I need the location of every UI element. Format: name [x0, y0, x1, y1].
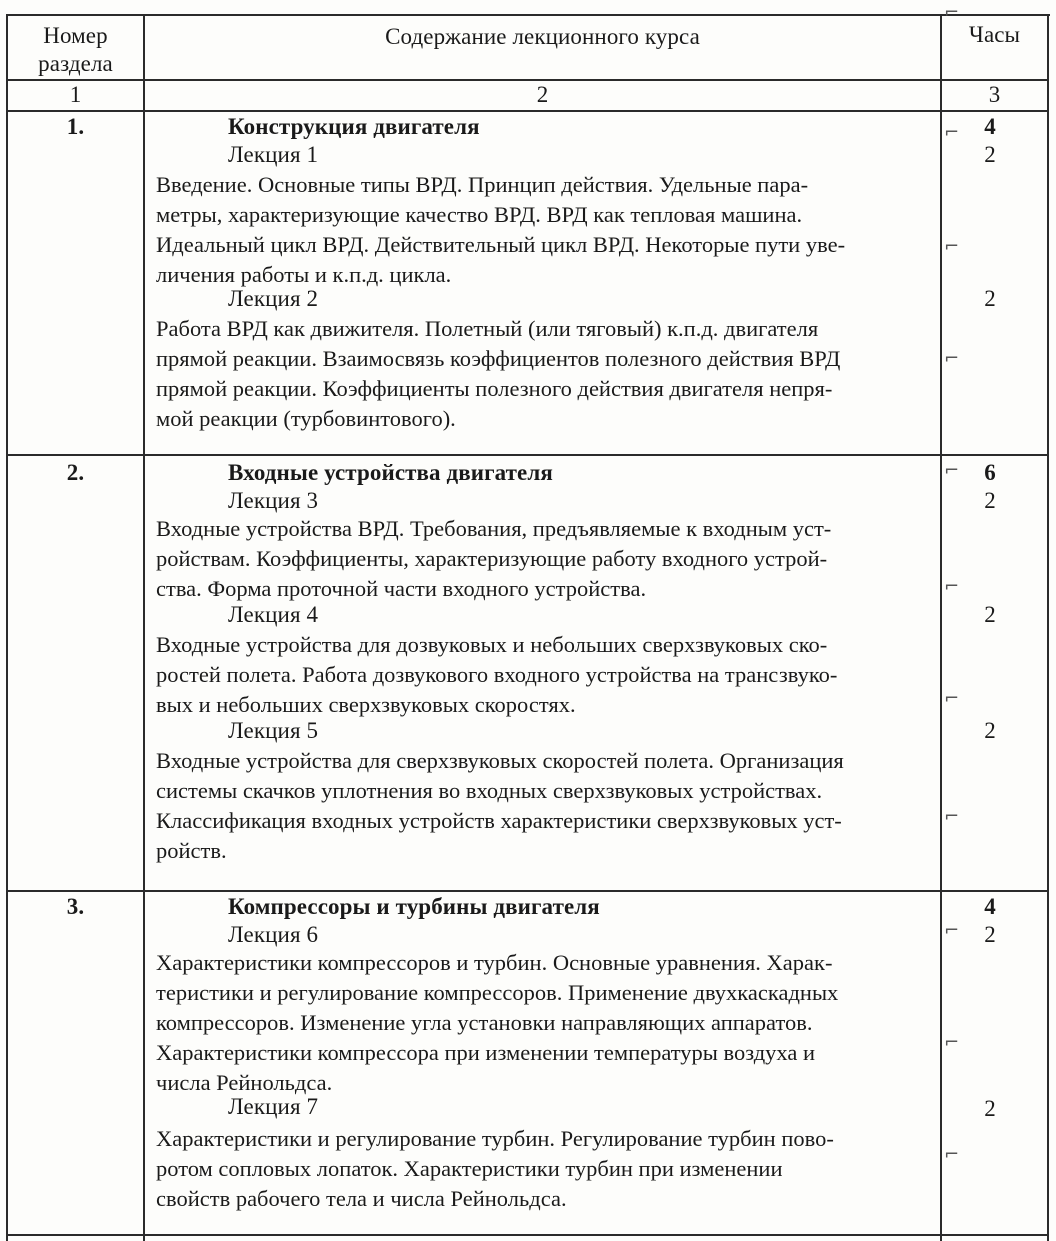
lecture-hours: 2: [984, 602, 996, 627]
section-total-hours: 4: [984, 894, 996, 919]
pen-tick-mark: ⌐: [944, 688, 960, 709]
lecture-hours: 2: [984, 286, 996, 311]
section-total-hours: 6: [984, 460, 996, 485]
table-left-border: [6, 14, 8, 1241]
lecture-text: Работа ВРД как движителя. Полетный (или тяговый) к.п.д. двигателя прямой реакции. Взаимосвязь коэффициентов полезного действия ВРД прямой реакции. Коэффициенты полезного действия двигателя непря- мой реакции (турбовинтового).: [156, 316, 841, 431]
lecture-text: Введение. Основные типы ВРД. Принцип действия. Удельные пара- метры, характеризующие качество ВРД. ВРД как тепловая машина. Идеальный цикл ВРД. Действительный цикл ВРД. Некоторые пути уве- личения работы и к.п.д. цикла.: [156, 172, 846, 287]
numbering-row-bottom-border: [6, 110, 1049, 112]
pen-tick-mark: ⌐: [944, 576, 960, 597]
section-number: 2.: [66, 460, 85, 485]
lecture-text: Входные устройства для дозвуковых и небольших сверхзвуковых ско- ростей полета. Работа дозвукового входного устройства на трансзвуко- вых и небольших сверхзвуковых скоростях.: [156, 632, 838, 717]
lecture-hours: 2: [984, 922, 996, 947]
lecture-hours: 2: [984, 718, 996, 743]
lecture-hours: 2: [984, 1096, 996, 1121]
lecture-label: Лекция 1: [228, 142, 319, 167]
pen-tick-mark: ⌐: [944, 2, 960, 23]
lecture-label: Лекция 6: [228, 922, 319, 947]
lecture-label: Лекция 2: [228, 286, 319, 311]
lecture-label: Лекция 7: [228, 1094, 319, 1119]
column-number-3: 3: [988, 82, 1001, 107]
column-divider-1: [143, 14, 145, 1241]
pen-tick-mark: ⌐: [944, 1032, 960, 1053]
section-3-bottom-border: [6, 1234, 1049, 1236]
header-section-number: Номер раздела: [38, 23, 113, 76]
pen-tick-mark: ⌐: [944, 460, 960, 481]
section-number: 1.: [66, 114, 85, 139]
lecture-text: Характеристики компрессоров и турбин. Основные уравнения. Харак- теристики и регулирование компрессоров. Применение двухкаскадных компрессоров. Изменение угла установки направляющих аппаратов. Характеристики компрессора при изменении температуры воздуха и числа Рейнольдса.: [156, 950, 839, 1095]
header-hours: Часы: [968, 22, 1021, 47]
section-total-hours: 4: [984, 114, 996, 139]
pen-tick-mark: ⌐: [944, 806, 960, 827]
pen-tick-mark: ⌐: [944, 920, 960, 941]
section-1-bottom-border: [6, 454, 1049, 456]
section-title: Конструкция двигателя: [228, 114, 480, 139]
table-top-border: [6, 14, 1050, 16]
lecture-hours: 2: [984, 488, 996, 513]
pen-tick-mark: ⌐: [944, 1144, 960, 1165]
lecture-text: Характеристики и регулирование турбин. Регулирование турбин пово- ротом сопловых лопаток. Характеристики турбин при изменении свойств рабочего тела и числа Рейнольдса.: [156, 1126, 834, 1211]
lecture-label: Лекция 3: [228, 488, 319, 513]
pen-tick-mark: ⌐: [944, 348, 960, 369]
column-divider-2: [940, 14, 942, 1241]
lecture-text: Входные устройства для сверхзвуковых скоростей полета. Организация системы скачков уплотнения во входных сверхзвуковых устройствах. Классификация входных устройств характеристики сверхзвуковых уст- ройств.: [156, 748, 844, 863]
column-number-1: 1: [69, 82, 82, 107]
pen-tick-mark: ⌐: [944, 122, 960, 143]
section-title: Компрессоры и турбины двигателя: [228, 894, 600, 919]
lecture-label: Лекция 4: [228, 602, 319, 627]
lecture-hours: 2: [984, 142, 996, 167]
lecture-label: Лекция 5: [228, 718, 319, 743]
section-number: 3.: [66, 894, 85, 919]
pen-tick-mark: ⌐: [944, 236, 960, 257]
section-title: Входные устройства двигателя: [228, 460, 553, 485]
table-right-border: [1047, 14, 1049, 1241]
lecture-text: Входные устройства ВРД. Требования, предъявляемые к входным уст- ройствам. Коэффициенты, характеризующие работу входного устрой- ства. Форма проточной части входного устройства.: [156, 516, 832, 601]
column-number-2: 2: [536, 82, 549, 107]
header-lecture-content: Содержание лекционного курса: [385, 24, 700, 49]
